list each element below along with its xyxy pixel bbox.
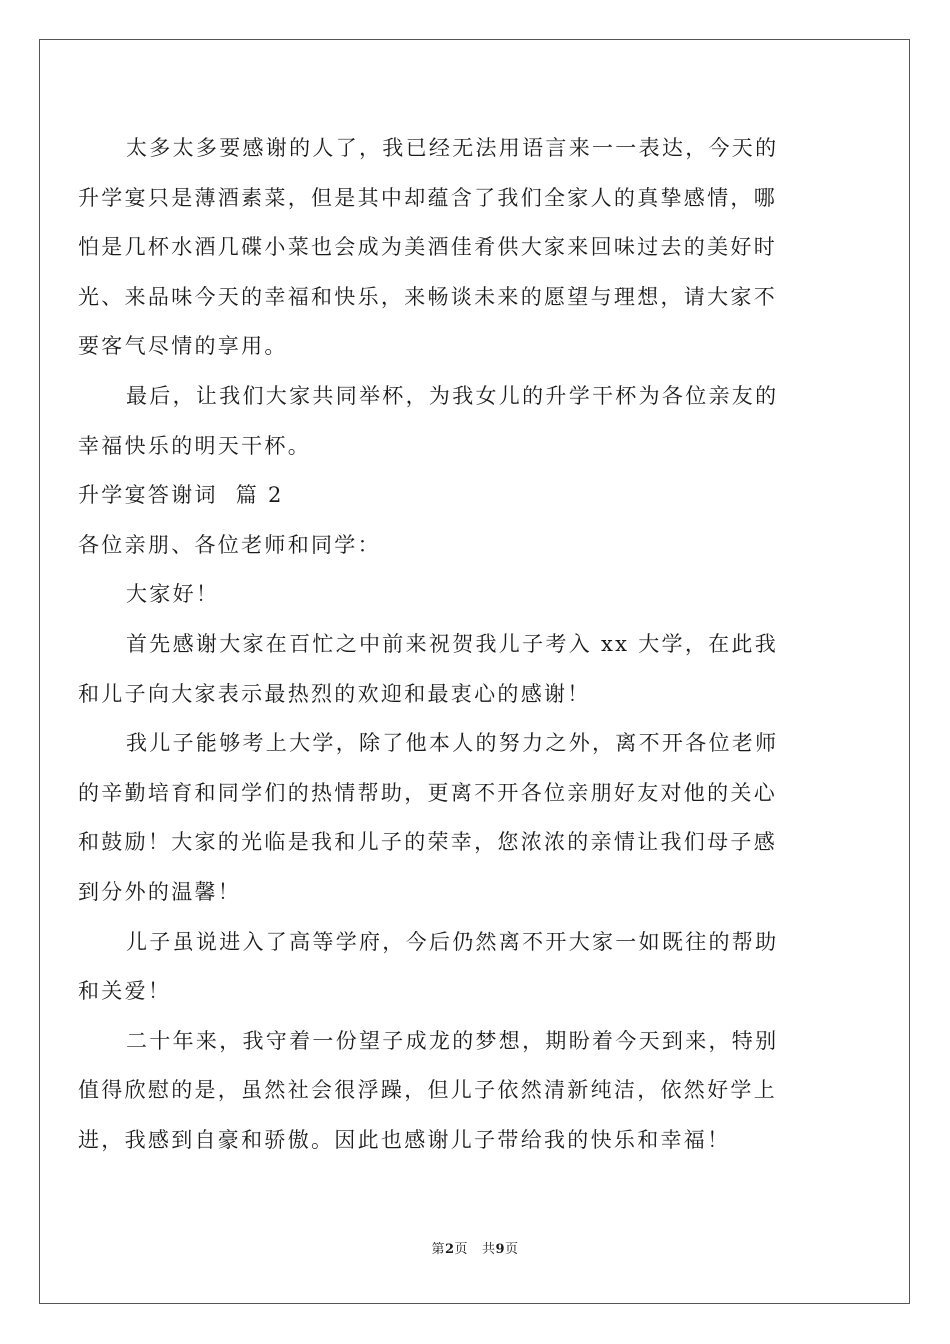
text-line: 首先感谢大家在百忙之中前来祝贺我儿子考入 xx 大学，在此我 [126,631,779,656]
text-line: 我儿子能够考上大学，除了他本人的努力之外，离不开各位老师 [126,731,779,756]
section-heading: 升学宴答谢词 篇 2 [78,483,284,508]
text-line: 儿子虽说进入了高等学府，今后仍然离不开大家一如既往的帮助 [126,929,779,954]
text-line: 的辛勤培育和同学们的热情帮助，更离不开各位亲朋好友对他的关心 [78,780,777,805]
page-footer [0,1242,950,1258]
text-line: 最后，让我们大家共同举杯，为我女儿的升学干杯为各位亲友的 [126,383,779,408]
total-pages-number: 9 [495,1242,505,1257]
document-body [78,124,794,1165]
text-line: 升学宴只是薄酒素菜，但是其中却蕴含了我们全家人的真挚感情，哪 [78,185,777,210]
text-line: 幸福快乐的明天干杯。 [78,433,311,458]
text-line: 光、来品味今天的幸福和快乐，来畅谈未来的愿望与理想，请大家不 [78,284,777,309]
text-line: 进，我感到自豪和骄傲。因此也感谢儿子带给我的快乐和幸福！ [78,1127,731,1152]
footer-mid: 页 共 [454,1242,496,1257]
text-line: 太多太多要感谢的人了，我已经无法用语言来一一表达，今天的 [126,136,779,160]
text-line: 值得欣慰的是，虽然社会很浮躁，但儿子依然清新纯洁，依然好学上 [78,1078,777,1103]
greeting: 大家好！ [126,582,220,607]
footer-prefix: 第 [431,1242,445,1257]
text-line: 和儿子向大家表示最热烈的欢迎和最衷心的感谢！ [78,681,591,706]
text-line: 和鼓励！大家的光临是我和儿子的荣幸，您浓浓的亲情让我们母子感 [78,830,777,855]
footer-suffix: 页 [505,1242,519,1257]
text-line: 到分外的温馨！ [78,879,242,904]
salutation: 各位亲朋、各位老师和同学： [78,532,381,557]
text-line: 要客气尽情的享用。 [78,334,288,359]
current-page-number: 2 [445,1242,455,1257]
text-line: 和关爱！ [78,979,172,1004]
text-line: 怕是几杯水酒几碟小菜也会成为美酒佳肴供大家来回味过去的美好时 [78,235,777,260]
text-line: 二十年来，我守着一份望子成龙的梦想，期盼着今天到来，特别 [126,1028,779,1053]
